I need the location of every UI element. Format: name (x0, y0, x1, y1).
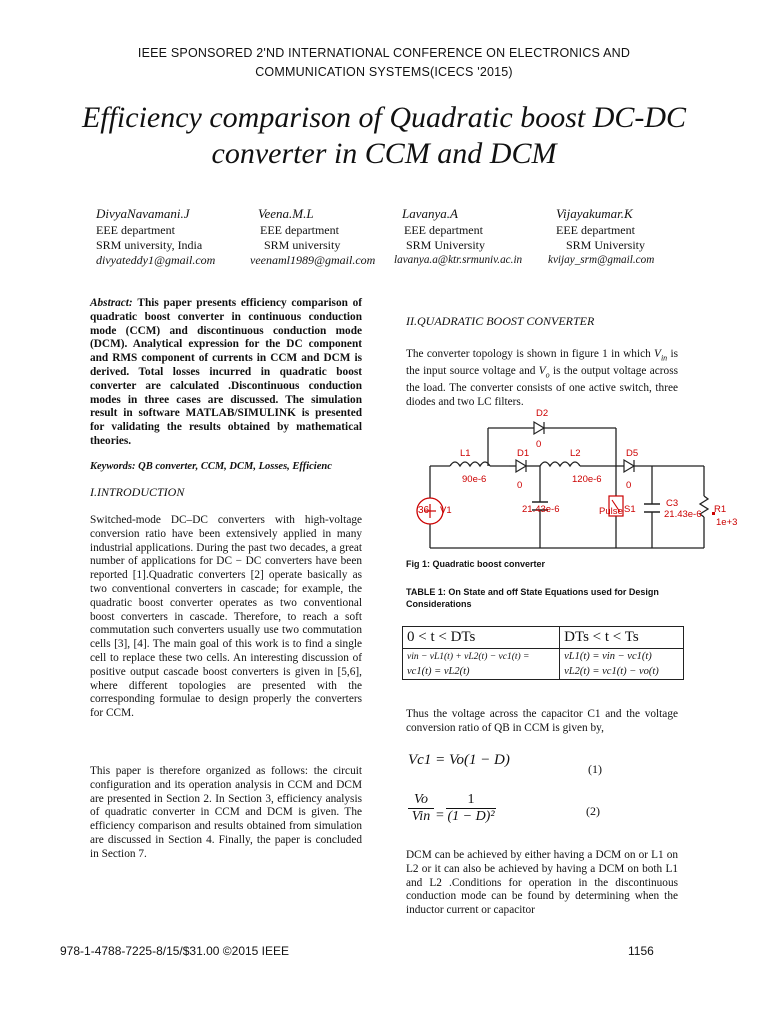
author-university: SRM university, India (96, 238, 203, 252)
table-row (403, 627, 684, 649)
table-cell: vL2(t) = vc1(t) − vo(t) (560, 664, 684, 680)
symbol-vo: V (538, 365, 546, 378)
abstract (90, 297, 362, 449)
label-d2: D2 (536, 408, 549, 419)
intro-paragraph-2: This paper is therefore organized as follows: the circuit configuration and its operation analysis in CCM and DCM are presented in Section 2. In Section 3, efficiency analysis of quadratic converter in CCM and DCM is given. The efficiency comparison and results obtained from simulation are discussed in Section 4. Finally, the paper is concluded in Section 7. (90, 765, 362, 860)
equation-1: Vc1 = Vo(1 − D) (408, 752, 510, 768)
table-row (403, 664, 684, 680)
label-s1: S1 (624, 504, 636, 515)
equation-2-lhs (408, 792, 434, 825)
value-l1: 90e-6 (462, 474, 487, 485)
value-c3: 21.43e-6 (664, 509, 702, 520)
equation-1-number: (1) (588, 762, 602, 776)
source-value: 36 (418, 505, 430, 516)
page-number: 1156 (628, 944, 654, 958)
label-l2: L2 (570, 448, 581, 459)
author-university: SRM University (566, 238, 646, 252)
subscript: in (660, 353, 668, 363)
circuit-diagram (404, 404, 744, 556)
label-v1: V1 (440, 505, 452, 516)
equation-2-rhs-denominator: (1 − D)² (447, 809, 495, 824)
state-equations-table (402, 626, 684, 680)
section-heading-introduction: I.INTRODUCTION (90, 485, 185, 499)
author-4 (548, 206, 678, 268)
author-dept: EEE department (404, 223, 483, 237)
table-header-off-state: DTs < t < Ts (560, 627, 684, 649)
author-university: SRM university (264, 238, 341, 252)
value-r1: 1e+3 (716, 517, 738, 528)
label-l1: L1 (460, 448, 471, 459)
label-d1: D1 (517, 448, 530, 459)
value-c1: 21.43e-6 (522, 504, 560, 515)
author-dept: EEE department (556, 223, 635, 237)
author-3 (394, 206, 554, 268)
label-d5: D5 (626, 448, 639, 459)
section2-paragraph-1 (406, 348, 678, 410)
paper-title: Efficiency comparison of Quadratic boost DC-DC converter in CCM and DCM (81, 101, 687, 170)
equation-2-rhs-numerator: 1 (467, 792, 475, 807)
footer-isbn: 978-1-4788-7225-8/15/$31.00 ©2015 IEEE (60, 944, 290, 958)
author-email: lavanya.a@ktr.srmuniv.ac.in (394, 254, 523, 266)
intro-paragraph-1: Switched-mode DC–DC converters with high-voltage conversion ratio have been extensively applied in many industrial applications. During the past two decades, a great number of applications for DC − DC converters have been reported [1].Quadratic converters [2] operate basically as two conventional converters in cascade; for example, the quadratic boost converter operates as two conventional boost converters in cascade. Therefore, to reach a soft commutation such converters usually use two commutation cells [3], [4]. The main goal of this work is to find a single cell to replace these two cells. An interesting discussion of positive output cascade boost converters is given in [5,6], where different topologies are presented with the corresponding formulae to design properly the converters for CCM. (90, 514, 362, 720)
author-name: DivyaNavamani.J (96, 206, 190, 221)
author-email: kvijay_srm@gmail.com (548, 254, 655, 266)
keywords: Keywords: QB converter, CCM, DCM, Losses, Efficienc (90, 461, 332, 472)
value-d1: 0 (517, 480, 523, 491)
label-pulse: Pulse (599, 506, 623, 517)
value-d2: 0 (536, 439, 542, 450)
author-name: Vijayakumar.K (556, 206, 633, 221)
equation-2-rhs (446, 792, 496, 825)
conference-header: IEEE SPONSORED 2'ND INTERNATIONAL CONFERENCE ON ELECTRONICS AND COMMUNICATION SYSTEMS(ICECS '2015) (137, 46, 631, 79)
author-2 (250, 206, 400, 268)
table-cell: vc1(t) = vL2(t) (403, 664, 560, 680)
text-run: is the input source voltage and (406, 348, 679, 378)
equation-2-number: (2) (586, 804, 600, 818)
author-email: divyateddy1@gmail.com (96, 253, 216, 267)
label-c3: C3 (666, 498, 679, 509)
author-dept: EEE department (260, 223, 339, 237)
equals-sign: = (436, 808, 444, 823)
section-heading-quadratic-boost: II.QUADRATIC BOOST CONVERTER (406, 314, 595, 328)
text-run: is the output voltage across the load. The converter consists of one active switch, three diodes and two LC filters. (406, 365, 678, 408)
text-run: The converter topology is shown in figure 1 in which (406, 348, 655, 360)
abstract-label: Abstract: (90, 297, 133, 309)
value-l2: 120e-6 (572, 474, 602, 485)
abstract-text: This paper presents efficiency comparison of quadratic boost converter in continuous conduction mode (CCM) and discontinuous conduction mode (DCM). Analytical expression for the DC component and RMS component of currents in CCM and DCM is derived. Total losses incurred in quadratic boost converter are calculated .Discontinuous conduction modes in three cases are discussed. The simulation result in software MATLAB/SIMULINK is presented for validating the results obtained by mathematical theories. (90, 297, 363, 447)
equation-2-lhs-denominator: Vin (408, 808, 434, 825)
table-header-on-state: 0 < t < DTs (403, 627, 560, 649)
author-name: Lavanya.A (402, 206, 458, 221)
figure-caption: Fig 1: Quadratic boost converter (406, 559, 546, 569)
symbol-vin: V (654, 348, 661, 360)
author-email: veenaml1989@gmail.com (250, 253, 376, 267)
table-cell: vL1(t) = vin − vc1(t) (560, 649, 684, 665)
section2-paragraph-2: Thus the voltage across the capacitor C1 and the voltage conversion ratio of QB in CCM is given by, (406, 708, 678, 734)
table-row (403, 649, 684, 665)
author-university: SRM University (406, 238, 486, 252)
section2-paragraph-3: DCM can be achieved by either having a DCM on or L1 on L2 or it can also be achieved by having a DCM on both L1 and L2 .Conditions for operation in the discontinuous conduction mode can be found by determining when the inductor current or capacitor (406, 849, 678, 917)
author-dept: EEE department (96, 223, 175, 237)
author-name: Veena.M.L (258, 206, 314, 221)
value-d5: 0 (626, 480, 632, 491)
table-caption: TABLE 1: On State and off State Equations used for Design Considerations (406, 587, 659, 609)
subscript: o (545, 370, 550, 380)
label-r1: R1 (714, 504, 727, 515)
author-1 (96, 206, 256, 268)
table-cell: vin − vL1(t) + vL2(t) − vc1(t) = (403, 649, 560, 665)
equation-2-lhs-numerator: Vo (414, 792, 428, 807)
